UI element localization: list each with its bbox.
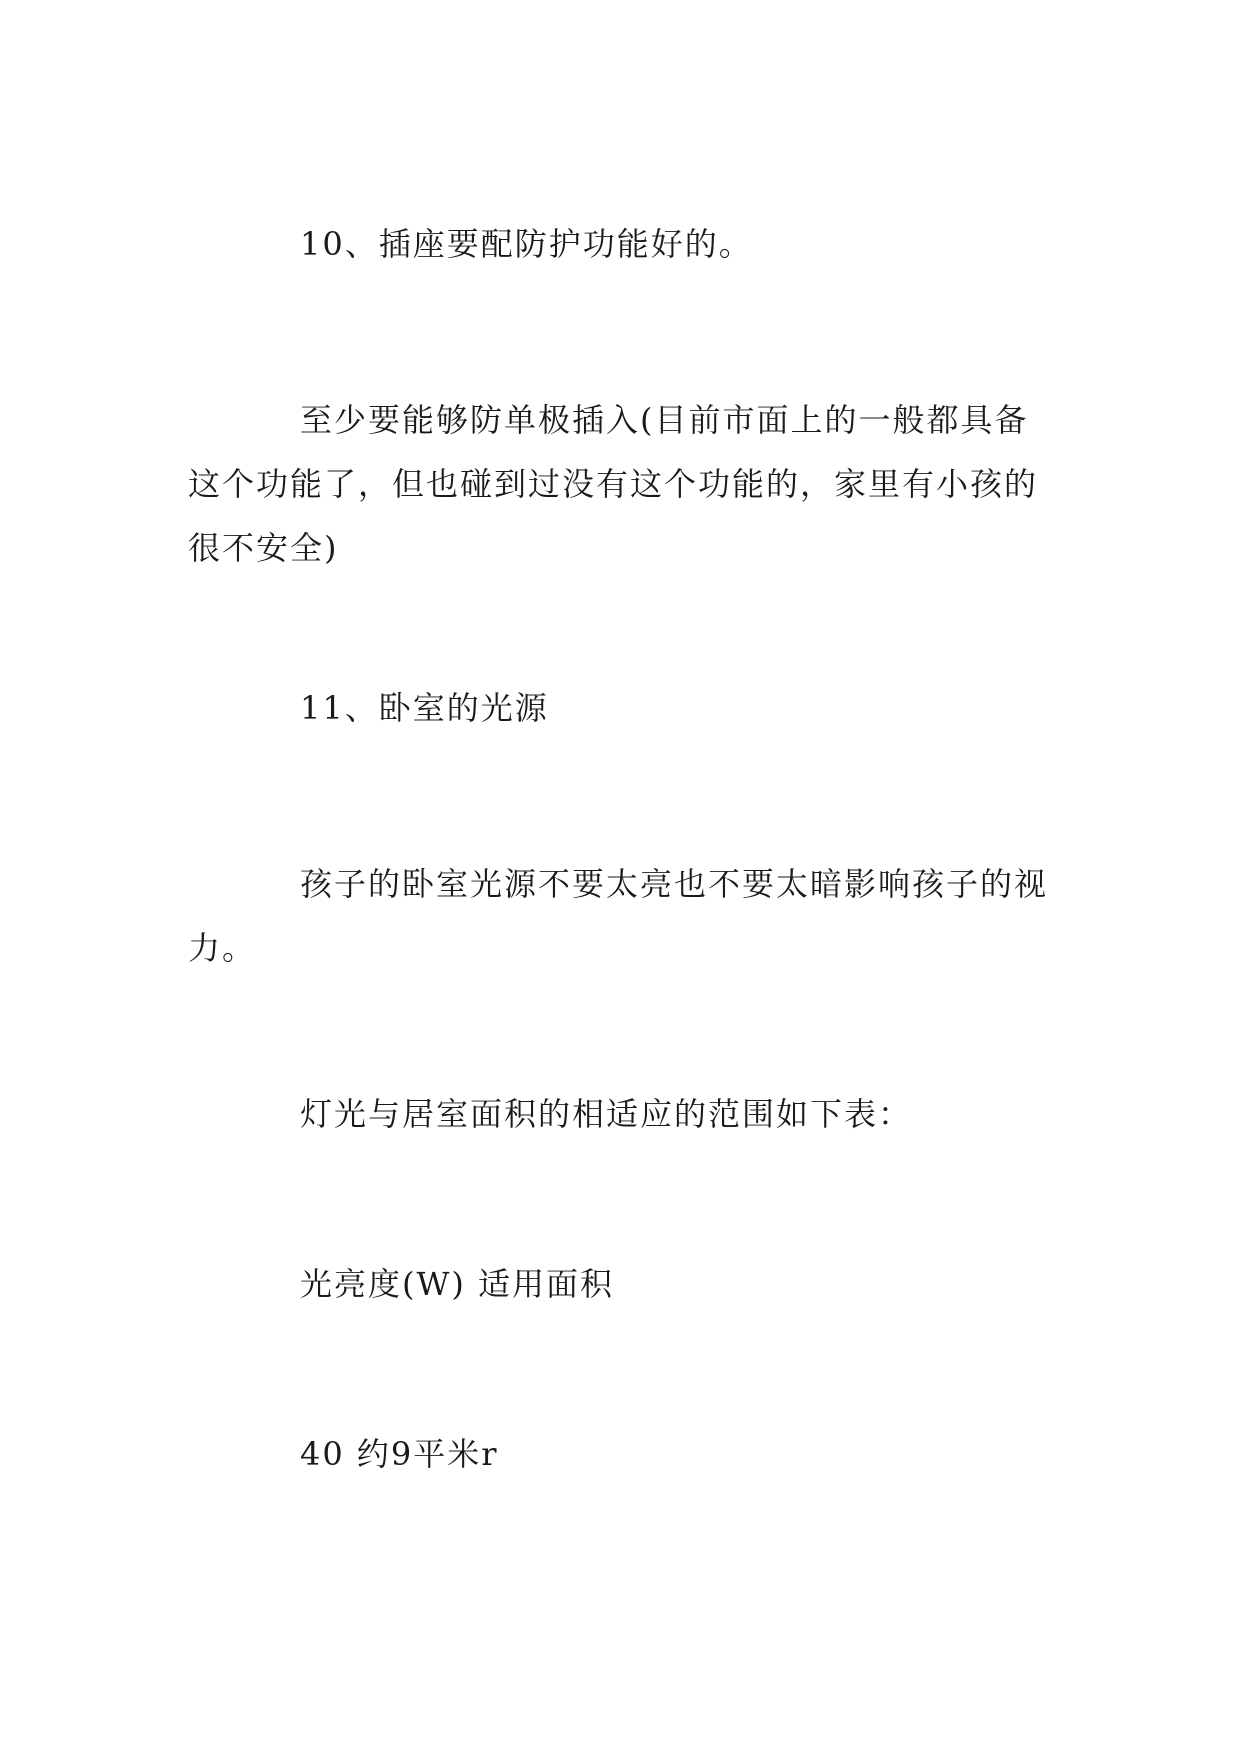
paragraph-socket-protection-body: 至少要能够防单极插入(目前市面上的一般都具备这个功能了，但也碰到过没有这个功能的，家里有小孩的很不安全)	[188, 401, 1039, 567]
table-row-line: 40 约9平米r	[300, 1435, 499, 1473]
paragraph-bedroom-light-heading: 11、卧室的光源	[300, 689, 549, 727]
table-header-line: 光亮度(W) 适用面积	[300, 1265, 615, 1303]
paragraph-light-area-intro: 灯光与居室面积的相适应的范围如下表：	[300, 1095, 913, 1133]
paragraph-socket-protection-heading: 10、插座要配防护功能好的。	[300, 225, 753, 263]
paragraph-bedroom-light-body: 孩子的卧室光源不要太亮也不要太暗影响孩子的视力。	[188, 865, 1049, 967]
